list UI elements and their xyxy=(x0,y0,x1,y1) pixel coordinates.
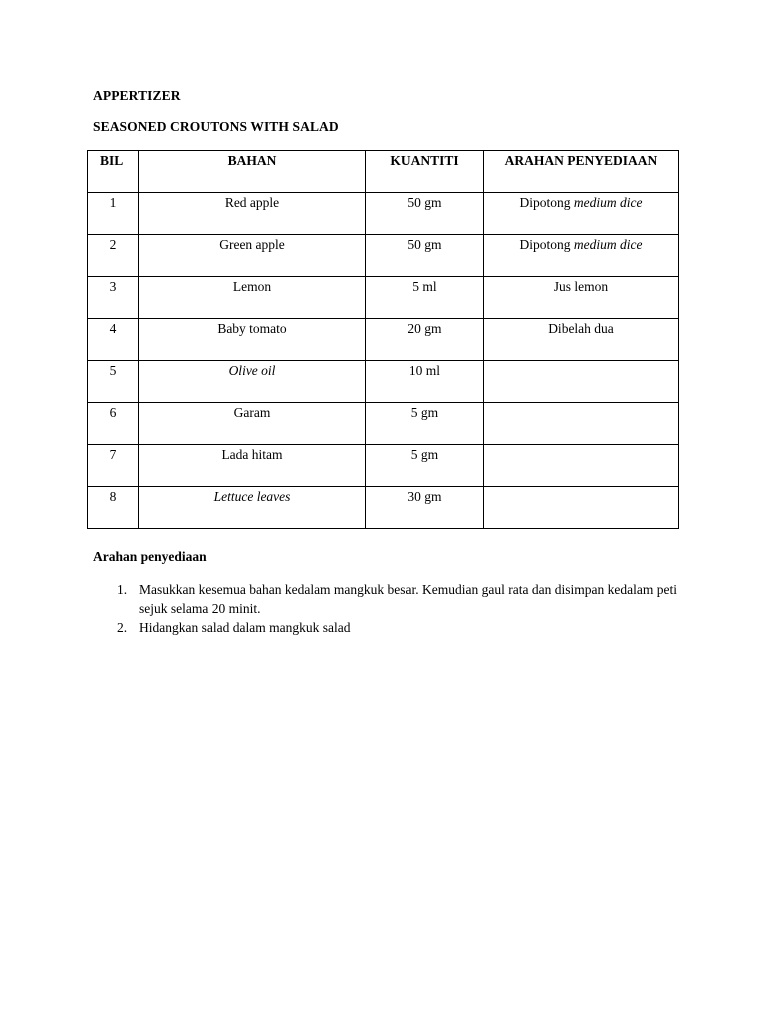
recipe-title: SEASONED CROUTONS WITH SALAD xyxy=(93,119,339,134)
arahan-text: Jus lemon xyxy=(553,279,609,294)
table-row xyxy=(88,487,679,529)
arahan-text: Dibelah dua xyxy=(548,321,614,336)
table-row xyxy=(88,403,679,445)
instruction-step xyxy=(93,618,693,637)
table-header-row xyxy=(88,151,679,193)
cell-bil: 1 xyxy=(88,193,139,235)
cell-bahan: Green apple xyxy=(139,235,366,277)
cell-bahan: Red apple xyxy=(139,193,366,235)
cell-arahan xyxy=(484,277,679,319)
instruction-step xyxy=(93,580,693,618)
table-row xyxy=(88,235,679,277)
cell-kuantiti: 5 gm xyxy=(366,403,484,445)
instructions-list xyxy=(93,580,693,637)
cell-arahan xyxy=(484,403,679,445)
table-row xyxy=(88,445,679,487)
cell-bahan: Lettuce leaves xyxy=(139,487,366,529)
ingredients-table xyxy=(87,150,679,529)
step-number: 1. xyxy=(117,582,128,597)
table-row xyxy=(88,361,679,403)
instructions-title: Arahan penyediaan xyxy=(93,549,207,564)
header-arahan: ARAHAN PENYEDIAAN xyxy=(484,151,679,193)
cell-bahan: Garam xyxy=(139,403,366,445)
cell-bil: 4 xyxy=(88,319,139,361)
arahan-text: Dipotong xyxy=(519,237,574,252)
step-text: Hidangkan salad dalam mangkuk salad xyxy=(139,620,351,635)
cell-kuantiti: 5 ml xyxy=(366,277,484,319)
cell-bil: 3 xyxy=(88,277,139,319)
table-row xyxy=(88,277,679,319)
cell-bil: 5 xyxy=(88,361,139,403)
cell-arahan xyxy=(484,445,679,487)
cell-bil: 6 xyxy=(88,403,139,445)
cell-bil: 2 xyxy=(88,235,139,277)
document-heading: APPERTIZER xyxy=(93,88,181,103)
table-body xyxy=(88,193,679,529)
cell-bil: 8 xyxy=(88,487,139,529)
step-number: 2. xyxy=(117,620,128,635)
cell-bahan: Lada hitam xyxy=(139,445,366,487)
cell-arahan xyxy=(484,319,679,361)
cell-bahan: Baby tomato xyxy=(139,319,366,361)
arahan-italic-text: medium dice xyxy=(573,237,643,252)
table-row xyxy=(88,193,679,235)
arahan-italic-text: medium dice xyxy=(573,195,643,210)
cell-bil: 7 xyxy=(88,445,139,487)
cell-kuantiti: 10 ml xyxy=(366,361,484,403)
step-text: Masukkan kesemua bahan kedalam mangkuk besar. Kemudian gaul rata dan disimpan kedalam peti sejuk selama 20 minit. xyxy=(139,582,677,616)
cell-arahan xyxy=(484,235,679,277)
cell-kuantiti: 30 gm xyxy=(366,487,484,529)
table-row xyxy=(88,319,679,361)
cell-arahan xyxy=(484,487,679,529)
cell-kuantiti: 50 gm xyxy=(366,235,484,277)
cell-kuantiti: 20 gm xyxy=(366,319,484,361)
header-bahan: BAHAN xyxy=(139,151,366,193)
cell-bahan: Lemon xyxy=(139,277,366,319)
cell-kuantiti: 5 gm xyxy=(366,445,484,487)
header-kuantiti: KUANTITI xyxy=(366,151,484,193)
arahan-text: Dipotong xyxy=(519,195,574,210)
cell-arahan xyxy=(484,361,679,403)
cell-bahan: Olive oil xyxy=(139,361,366,403)
header-bil: BIL xyxy=(88,151,139,193)
cell-arahan xyxy=(484,193,679,235)
cell-kuantiti: 50 gm xyxy=(366,193,484,235)
